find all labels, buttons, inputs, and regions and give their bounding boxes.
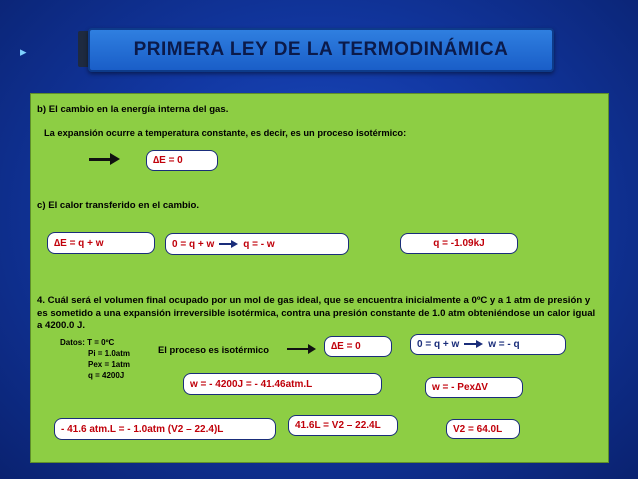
title-bar: [88, 28, 554, 72]
datos-line-1: Datos: T = 0ºC: [60, 338, 115, 347]
content-panel: [30, 93, 609, 463]
final-volume-box: V2 = 64.0L: [446, 419, 520, 439]
work-formula-box: w = - Pex∆V: [425, 377, 523, 398]
datos-line-4: q = 4200J: [88, 371, 125, 380]
derivation-right: q = - w: [243, 238, 275, 250]
datos-line-2: Pi = 1.0atm: [88, 349, 131, 358]
implies-arrow-icon: [219, 239, 238, 250]
first-law-isothermal-box: [410, 334, 566, 355]
process-arrow-head-icon: [308, 344, 316, 354]
derivation-left: 0 = q + w: [172, 238, 215, 250]
delta-e-result-box: ∆E = 0: [146, 150, 218, 171]
part-b-statement: La expansión ocurre a temperatura constante, es decir, es un proceso isotérmico:: [44, 128, 407, 138]
first-law-right: w = - q: [488, 339, 520, 350]
part-b-heading: b) El cambio en la energía interna del gas.: [37, 104, 229, 115]
arrow-head-icon: [110, 153, 120, 165]
slide-title: PRIMERA LEY DE LA TERMODINÁMICA: [133, 39, 509, 60]
work-calc-box: w = - 4200J = - 41.46atm.L: [183, 373, 382, 395]
heat-result-box: q = -1.09kJ: [400, 233, 518, 254]
equation-2-box: 41.6L = V2 – 22.4L: [288, 415, 398, 436]
part-c-heading: c) El calor transferido en el cambio.: [37, 200, 200, 211]
process-label: El proceso es isotérmico: [158, 344, 269, 355]
datos-line-3: Pex = 1atm: [88, 360, 131, 369]
datos-block: [60, 337, 130, 381]
problem-4-text: 4. Cuál será el volumen final ocupado por un mol de gas ideal, que se encuentra inicialmente a 0ºC y a 1 atm de presión y es sometido a una expansión irreversible isotérmica, contra una presión constante de 1.0 atm obteniéndose un calor igual a 4200.0 J.: [37, 295, 596, 332]
delta-e-zero-box: ∆E = 0: [324, 336, 392, 357]
arrow-icon: [89, 158, 111, 161]
equation-1-box: - 41.6 atm.L = - 1.0atm (V2 – 22.4)L: [54, 418, 276, 440]
first-law-formula-box: ∆E = q + w: [47, 232, 155, 254]
slide-bullet-icon: ▸: [20, 44, 27, 59]
process-arrow-icon: [287, 348, 309, 350]
derivation-box: [165, 233, 349, 255]
implies-arrow-icon-2: [464, 339, 483, 350]
first-law-left: 0 = q + w: [417, 339, 460, 350]
